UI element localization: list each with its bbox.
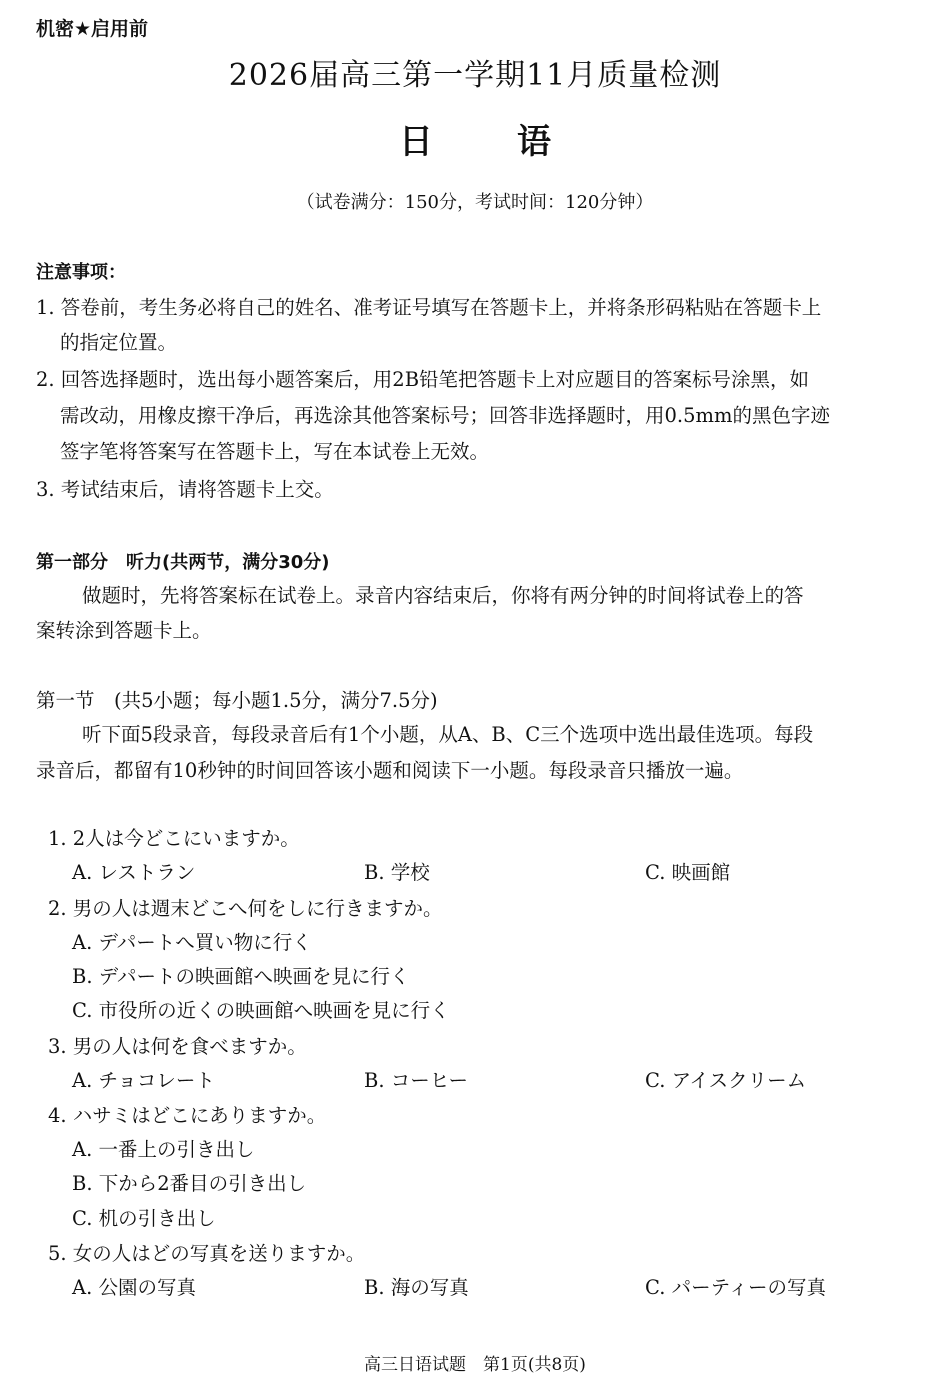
subject-char: 日 [399, 122, 433, 162]
part1-heading: 第一部分 听力(共两节，满分30分) [36, 552, 330, 573]
question-option: A. 一番上の引き出し [72, 1138, 255, 1161]
question-option: C. 机の引き出し [72, 1207, 216, 1230]
question-option: B. コーヒー [364, 1069, 468, 1092]
exam-title: 2026届高三第一学期11月质量检测 [228, 58, 722, 93]
notice-line: 的指定位置。 [60, 331, 178, 354]
question-option: A. デパートへ買い物に行く [72, 931, 312, 954]
question-option: B. 学校 [364, 861, 430, 884]
question-stem: 4. ハサミはどこにありますか。 [48, 1104, 327, 1127]
part1-instruction: 案转涂到答题卡上。 [36, 619, 212, 642]
section1-heading: 第一节 (共5小题；每小题1.5分，满分7.5分) [36, 689, 438, 712]
question-option: C. 市役所の近くの映画館へ映画を見に行く [72, 999, 450, 1022]
section1-instruction: 录音后，都留有10秒钟的时间回答该小题和阅读下一小题。每段录音只播放一遍。 [36, 759, 744, 782]
confidential-label: 机密★启用前 [36, 18, 149, 40]
subject-title [0, 114, 950, 163]
subject-char: 语 [517, 122, 551, 162]
question-stem: 5. 女の人はどの写真を送りますか。 [48, 1242, 366, 1265]
question-stem: 1. 2人は今どこにいますか。 [48, 827, 300, 850]
section1-instruction: 听下面5段录音，每段录音后有1个小题，从A、B、C三个选项中选出最佳选项。每段 [82, 723, 814, 746]
question-option: C. パーティーの写真 [645, 1276, 827, 1299]
question-stem: 3. 男の人は何を食べますか。 [48, 1035, 307, 1058]
notice-line: 1. 答卷前，考生务必将自己的姓名、准考证号填写在答题卡上，并将条形码粘贴在答题卡上 [36, 296, 822, 319]
notice-heading: 注意事项： [36, 262, 126, 283]
question-option: A. 公園の写真 [72, 1276, 196, 1299]
page-footer: 高三日语试题 第1页(共8页) [364, 1355, 586, 1375]
question-option: C. 映画館 [645, 861, 731, 884]
question-option: C. アイスクリーム [645, 1069, 807, 1092]
question-option: A. レストラン [72, 861, 196, 884]
notice-line: 需改动，用橡皮擦干净后，再选涂其他答案标号；回答非选择题时，用0.5mm的黑色字迹 [60, 404, 830, 427]
notice-line: 3. 考试结束后，请将答题卡上交。 [36, 478, 334, 501]
question-option: B. 下から2番目の引き出し [72, 1172, 307, 1195]
question-stem: 2. 男の人は週末どこへ何をしに行きますか。 [48, 897, 443, 920]
question-option: A. チョコレート [72, 1069, 215, 1092]
part1-instruction: 做题时，先将答案标在试卷上。录音内容结束后，你将有两分钟的时间将试卷上的答 [82, 584, 804, 607]
score-info: （试卷满分：150分，考试时间：120分钟） [296, 192, 654, 213]
question-option: B. デパートの映画館へ映画を見に行く [72, 965, 410, 988]
notice-line: 签字笔将答案写在答题卡上，写在本试卷上无效。 [60, 440, 490, 463]
question-option: B. 海の写真 [364, 1276, 469, 1299]
notice-line: 2. 回答选择题时，选出每小题答案后，用2B铅笔把答题卡上对应题目的答案标号涂黑，如 [36, 368, 810, 391]
